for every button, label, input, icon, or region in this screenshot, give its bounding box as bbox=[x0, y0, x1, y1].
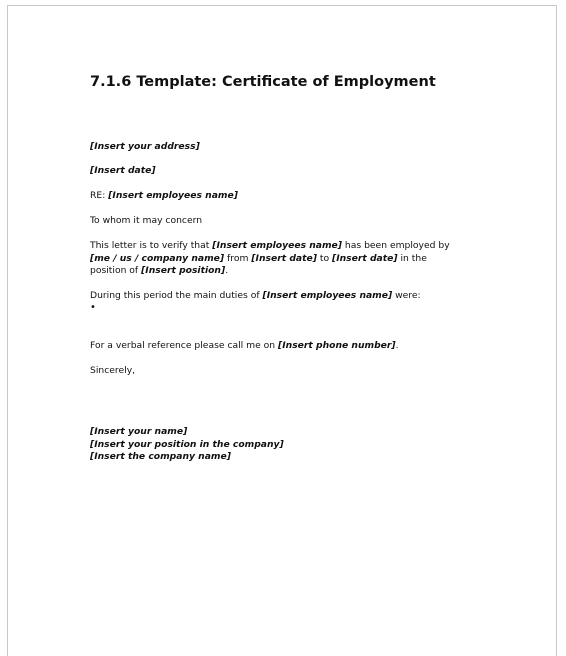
reference-line bbox=[90, 340, 460, 353]
position-placeholder: [Insert position] bbox=[141, 265, 226, 276]
verify-text-4: to bbox=[316, 252, 332, 264]
bullet-point: • bbox=[90, 302, 96, 313]
re-placeholder: [Insert employees name] bbox=[108, 190, 238, 201]
closing: Sincerely, bbox=[90, 365, 136, 376]
salutation: To whom it may concern bbox=[90, 215, 203, 226]
verify-text-6: . bbox=[225, 265, 229, 276]
verify-text-2: has been employed by bbox=[341, 240, 450, 251]
signature-block bbox=[90, 426, 460, 464]
signature-position: [Insert your position in the company] bbox=[90, 438, 284, 450]
duties-text-1: During this period the main duties of bbox=[90, 290, 263, 301]
reference-text-2: . bbox=[395, 340, 399, 351]
duties-line bbox=[90, 290, 460, 303]
employer-placeholder: [me / us / company name] bbox=[90, 252, 225, 264]
reference-text-1: For a verbal reference please call me on bbox=[90, 340, 279, 351]
re-line bbox=[90, 190, 460, 203]
employee-name-placeholder: [Insert employees name] bbox=[212, 240, 342, 251]
signature-company: [Insert the company name] bbox=[90, 451, 231, 462]
signature-name: [Insert your name] bbox=[90, 426, 188, 437]
verify-text-5: in the position of bbox=[90, 252, 427, 276]
end-date-placeholder: [Insert date] bbox=[332, 252, 398, 264]
date-placeholder: [Insert date] bbox=[90, 165, 156, 176]
date-line bbox=[90, 165, 460, 178]
page-title: 7.1.6 Template: Certificate of Employment bbox=[90, 74, 436, 90]
duties-employee-placeholder: [Insert employees name] bbox=[262, 290, 393, 301]
verify-text-3: from bbox=[224, 252, 252, 264]
re-prefix: RE: bbox=[90, 190, 109, 201]
address-placeholder: [Insert your address] bbox=[90, 141, 200, 152]
verify-text-1: This letter is to verify that bbox=[90, 240, 213, 251]
start-date-placeholder: [Insert date] bbox=[251, 252, 317, 264]
address-line bbox=[90, 141, 460, 154]
document-page bbox=[7, 5, 557, 656]
duties-text-2: were: bbox=[392, 290, 421, 301]
phone-placeholder: [Insert phone number] bbox=[278, 340, 396, 351]
verify-paragraph bbox=[90, 240, 460, 278]
